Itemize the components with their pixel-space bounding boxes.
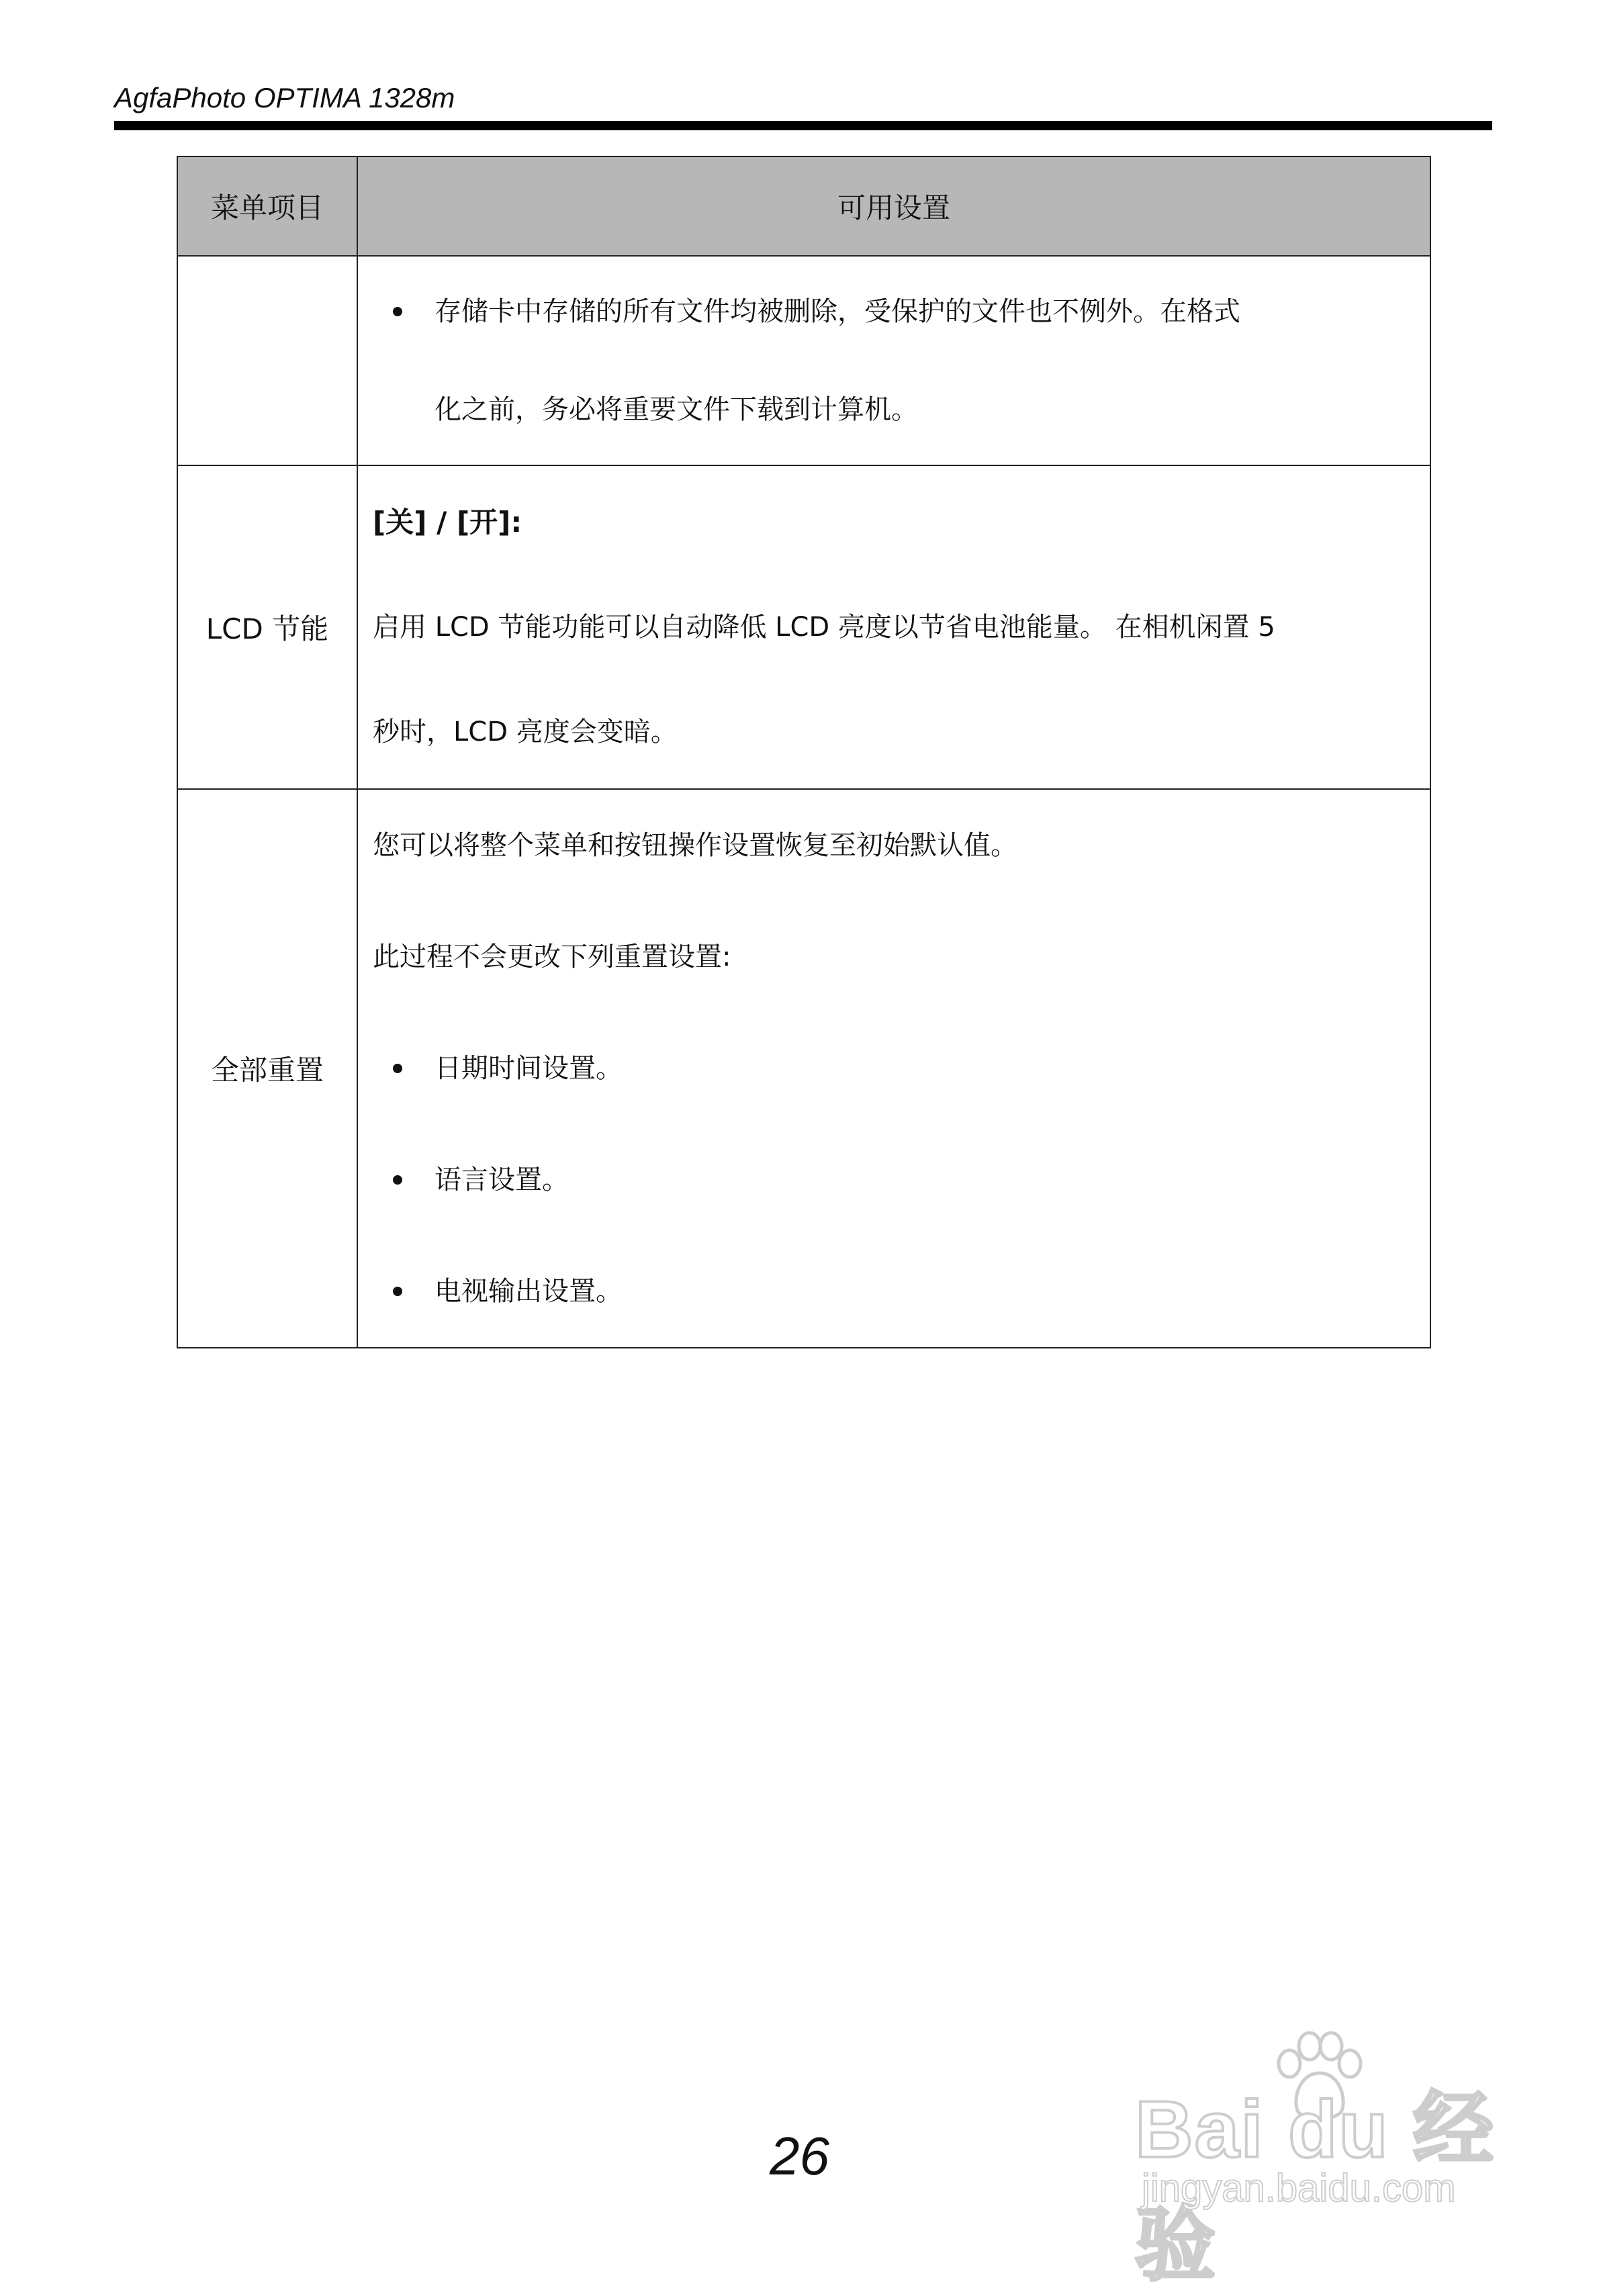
- table-row: [177, 256, 1430, 465]
- menu-item-cell: [177, 256, 357, 465]
- description-text: 启用 LCD 节能功能可以自动降低 LCD 亮度以节省电池能量。 在相机闲置 5: [373, 612, 1275, 643]
- bullet-dot-icon: [393, 1064, 402, 1073]
- bullet-item: [373, 1236, 1415, 1347]
- settings-cell: [357, 789, 1430, 1348]
- bullet-item: [373, 263, 1415, 361]
- settings-cell: [357, 465, 1430, 789]
- document-header-title: AgfaPhoto OPTIMA 1328m: [114, 82, 455, 113]
- bullet-text: 日期时间设置。: [435, 1053, 623, 1084]
- bullet-dot-icon: [393, 1175, 402, 1185]
- bullet-item: [373, 1124, 1415, 1236]
- watermark-url: jingyan.baidu.com: [1142, 2166, 1456, 2210]
- bullet-text: 语言设置。: [435, 1164, 569, 1195]
- header-rule: [114, 121, 1492, 130]
- bullet-dot-icon: [393, 1287, 402, 1296]
- table-header-row: [177, 156, 1430, 256]
- bullet-dot-icon: [393, 307, 402, 316]
- bullet-text: 电视输出设置。: [435, 1276, 623, 1307]
- settings-table: [177, 156, 1431, 1348]
- bullet-item: [373, 1013, 1415, 1124]
- option-values: [关] / [开]:: [373, 506, 522, 539]
- menu-item-cell: LCD 节能: [177, 465, 357, 789]
- description-text: 您可以将整个菜单和按钮操作设置恢复至初始默认值。: [373, 830, 1017, 861]
- watermark-brand: Bai du 经验: [1135, 2084, 1496, 2290]
- settings-cell: [357, 256, 1430, 465]
- column-header-available-settings: 可用设置: [357, 156, 1430, 256]
- bullet-text: 存储卡中存储的所有文件均被删除，受保护的文件也不例外。在格式: [435, 296, 1240, 327]
- menu-item-cell: 全部重置: [177, 789, 357, 1348]
- baidu-watermark: [1135, 2031, 1511, 2290]
- table-row: [177, 465, 1430, 789]
- bullet-continuation: 化之前，务必将重要文件下载到计算机。: [435, 394, 918, 425]
- column-header-menu-item: 菜单项目: [177, 156, 357, 256]
- description-text: 秒时，LCD 亮度会变暗。: [373, 717, 678, 747]
- table-row: [177, 789, 1430, 1348]
- page-number: 26: [770, 2126, 829, 2186]
- description-text: 此过程不会更改下列重置设置:: [373, 942, 731, 972]
